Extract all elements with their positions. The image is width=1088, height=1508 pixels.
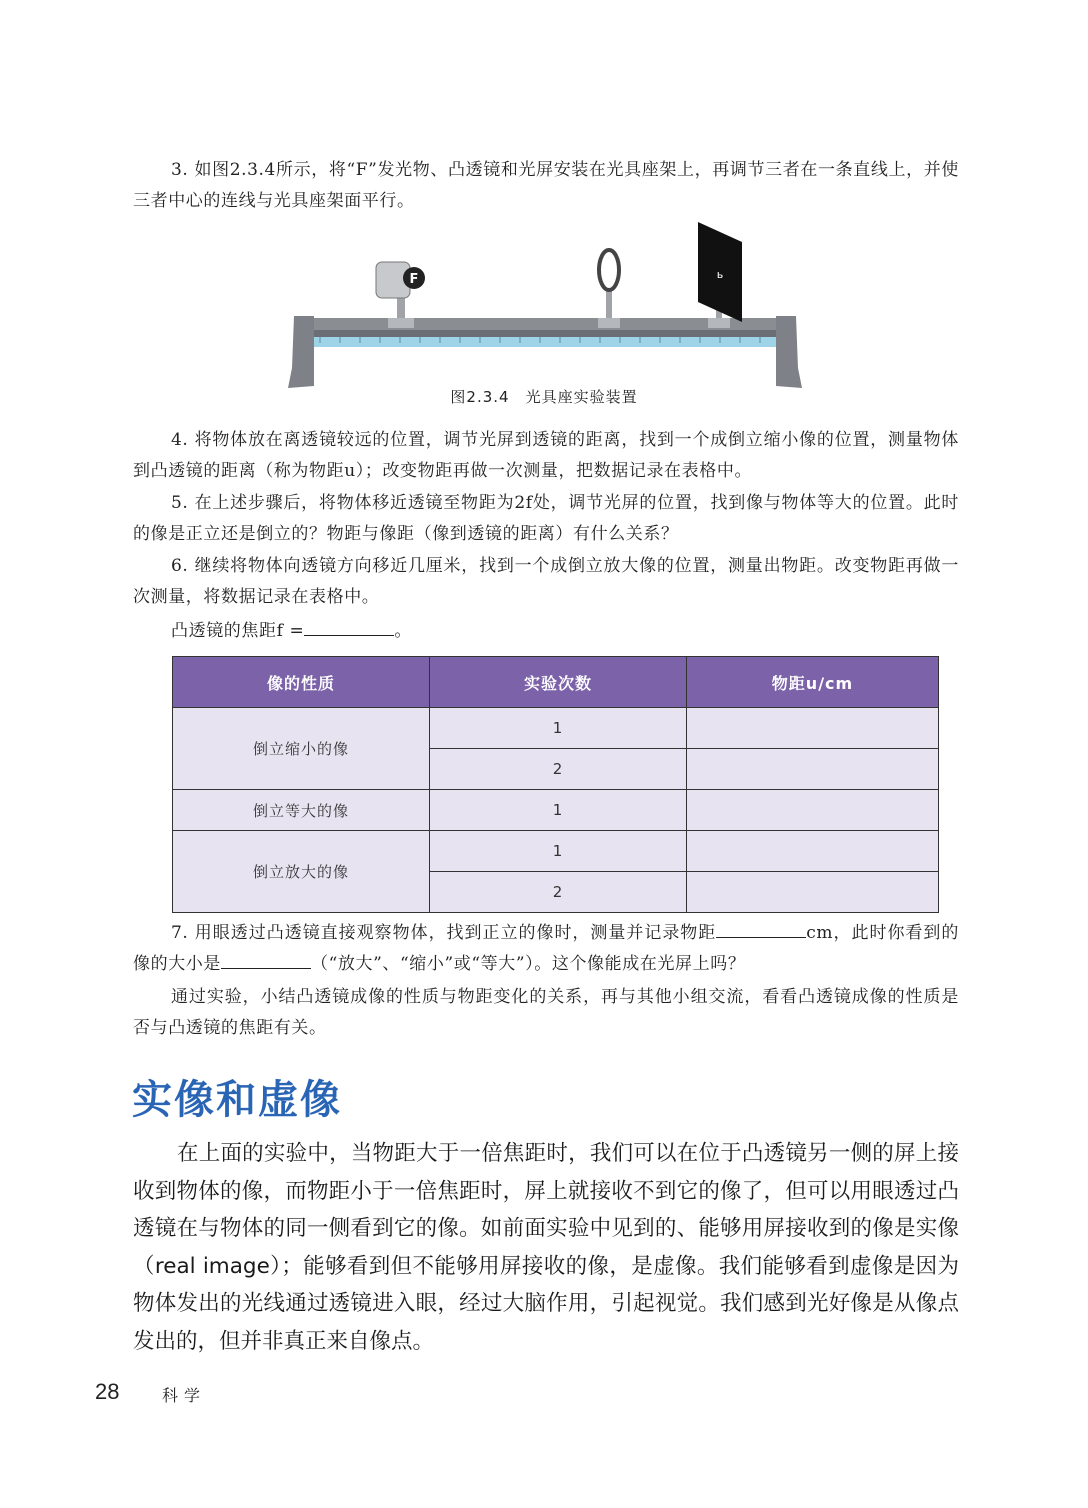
step-6: 6. 继续将物体向透镜方向移近几厘米，找到一个成倒立放大像的位置，测量出物距。改变物距再做一次测量，将数据记录在表格中。 <box>133 556 959 607</box>
header-property: 像的性质 <box>173 657 430 708</box>
trial-cell: 1 <box>430 708 687 749</box>
trial-cell: 2 <box>430 872 687 913</box>
step-5: 5. 在上述步骤后，将物体移近透镜至物距为2f处，调节光屏的位置，找到像与物体等大的位置。此时的像是正立还是倒立的？物距与像距（像到透镜的距离）有什么关系？ <box>133 493 959 544</box>
optical-bench-figure <box>280 218 810 394</box>
section-title: 实像和虚像 <box>132 1077 342 1123</box>
image-letter: ь <box>716 268 724 281</box>
distance-cell[interactable] <box>687 872 939 913</box>
screen-slider <box>708 318 730 328</box>
table-row <box>173 831 939 872</box>
rail-leg-right <box>776 316 802 388</box>
object-letter: F <box>409 272 419 287</box>
figure-caption: 图2.3.4 光具座实验装置 <box>450 388 638 406</box>
header-trial: 实验次数 <box>430 657 687 708</box>
trial-cell: 1 <box>430 790 687 831</box>
header-object-distance: 物距u/cm <box>687 657 939 708</box>
property-cell: 倒立缩小的像 <box>173 708 430 790</box>
focal-length-line <box>133 616 959 647</box>
summary-paragraph: 通过实验，小结凸透镜成像的性质与物距变化的关系，再与其他小组交流，看看凸透镜成像的性质是否与凸透镜的焦距有关。 <box>133 987 959 1038</box>
rail-scale <box>310 337 780 347</box>
data-table <box>172 656 939 913</box>
focal-blank[interactable] <box>304 619 394 636</box>
step-7-part-c: （“放大”、“缩小”或“等大”）。这个像能成在光屏上吗？ <box>311 954 746 974</box>
focal-label: 凸透镜的焦距f = <box>171 621 305 641</box>
subject-label: 科学 <box>162 1386 207 1405</box>
step-7-part-b: cm，此时你看到的像的大小是 <box>133 923 959 974</box>
distance-blank[interactable] <box>716 921 806 938</box>
focal-end: 。 <box>394 621 412 641</box>
property-cell: 倒立等大的像 <box>173 790 430 831</box>
section-body: 在上面的实验中，当物距大于一倍焦距时，我们可以在位于凸透镜另一侧的屏上接收到物体的像，而物距小于一倍焦距时，屏上就接收不到它的像了，但可以用眼透过凸透镜在与物体的同一侧看到它的像。如前面实验中见到的、能够用屏接收到的像是实像（real image）；能够看到但不能够用屏接收的像，是虚像。我们能够看到虚像是因为物体发出的光线通过透镜进入眼，经过大脑作用，引起视觉。我们感到光好像是从像点发出的，但并非真正来自像点。 <box>133 1141 959 1354</box>
step-4: 4. 将物体放在离透镜较远的位置，调节光屏到透镜的距离，找到一个成倒立缩小像的位置，测量物体到凸透镜的距离（称为物距u）；改变物距再做一次测量，把数据记录在表格中。 <box>133 430 959 481</box>
convex-lens-icon <box>599 250 619 290</box>
distance-cell[interactable] <box>687 749 939 790</box>
rail-leg-left <box>288 316 314 388</box>
object-slider <box>388 318 414 328</box>
distance-cell[interactable] <box>687 831 939 872</box>
table-row <box>173 790 939 831</box>
trial-cell: 1 <box>430 831 687 872</box>
size-blank[interactable] <box>221 952 311 969</box>
distance-cell[interactable] <box>687 790 939 831</box>
step-3: 3. 如图2.3.4所示，将“F”发光物、凸透镜和光屏安装在光具座架上，再调节三者在一条直线上，并使三者中心的连线与光具座架面平行。 <box>133 160 959 211</box>
table-row <box>173 708 939 749</box>
step-7 <box>133 918 959 980</box>
distance-cell[interactable] <box>687 708 939 749</box>
lens-slider <box>598 318 620 328</box>
step-7-part-a: 7. 用眼透过凸透镜直接观察物体，找到正立的像时，测量并记录物距 <box>171 923 717 943</box>
trial-cell: 2 <box>430 749 687 790</box>
page-number: 28 <box>95 1379 120 1404</box>
property-cell: 倒立放大的像 <box>173 831 430 913</box>
